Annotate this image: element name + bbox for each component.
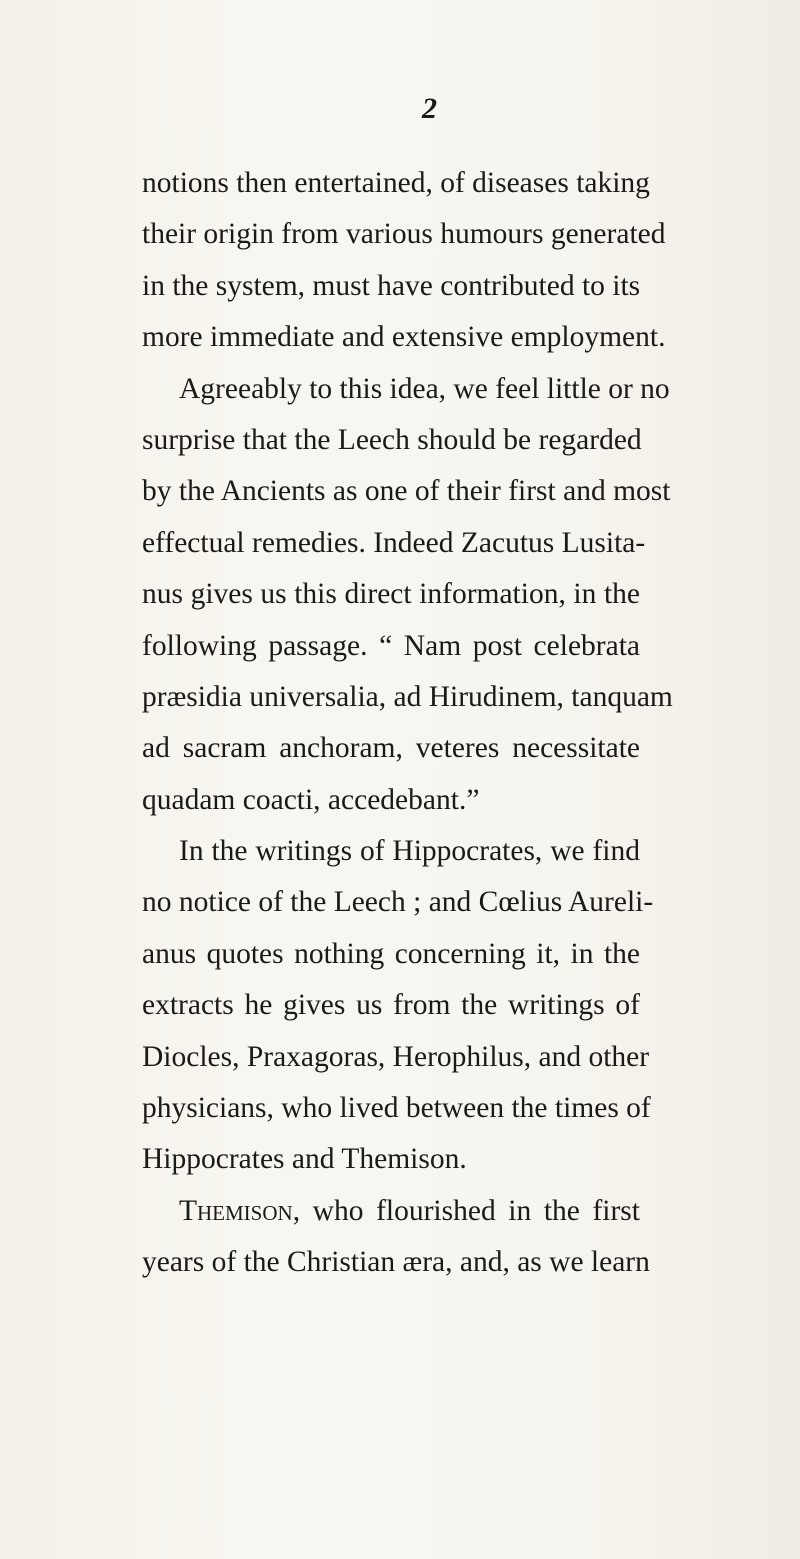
text-line: Diocles, Praxagoras, Herophilus, and other bbox=[142, 1040, 650, 1073]
body-text bbox=[142, 158, 673, 1289]
text-line: no notice of the Leech ; and Cœlius Aureli- bbox=[142, 886, 654, 919]
text-line: præsidia universalia, ad Hirudinem, tanquam bbox=[142, 680, 673, 713]
text-line: following passage. “ Nam post celebrata bbox=[142, 629, 640, 662]
text-line: physicians, who lived between the times of bbox=[142, 1092, 651, 1125]
text-line: Hippocrates and Themison. bbox=[142, 1143, 467, 1176]
text-line: anus quotes nothing concerning it, in the bbox=[142, 937, 640, 970]
text-line: years of the Christian æra, and, as we learn bbox=[142, 1246, 650, 1279]
themison-smallcaps: Themison bbox=[179, 1194, 293, 1227]
themison-rest: , who flourished in the first bbox=[292, 1194, 640, 1227]
text-line: their origin from various humours generated bbox=[142, 218, 666, 251]
page-number: 2 bbox=[422, 92, 438, 125]
text-line-themison bbox=[142, 1186, 640, 1237]
text-line: effectual remedies. Indeed Zacutus Lusita- bbox=[142, 526, 646, 559]
text-line: Agreeably to this idea, we feel little or no bbox=[179, 372, 670, 405]
text-line: notions then entertained, of diseases taking bbox=[142, 167, 650, 199]
text-line: In the writings of Hippocrates, we find bbox=[179, 835, 640, 868]
text-line: surprise that the Leech should be regarded bbox=[142, 423, 642, 456]
text-line: by the Ancients as one of their first and most bbox=[142, 475, 671, 508]
text-line: nus gives us this direct information, in the bbox=[142, 578, 640, 611]
text-line: more immediate and extensive employment. bbox=[142, 321, 666, 354]
text-line: extracts he gives us from the writings of bbox=[142, 989, 640, 1022]
text-line: ad sacram anchoram, veteres necessitate bbox=[142, 732, 640, 765]
text-line: in the system, must have contributed to its bbox=[142, 269, 641, 302]
text-line: quadam coacti, accedebant.” bbox=[142, 783, 480, 816]
